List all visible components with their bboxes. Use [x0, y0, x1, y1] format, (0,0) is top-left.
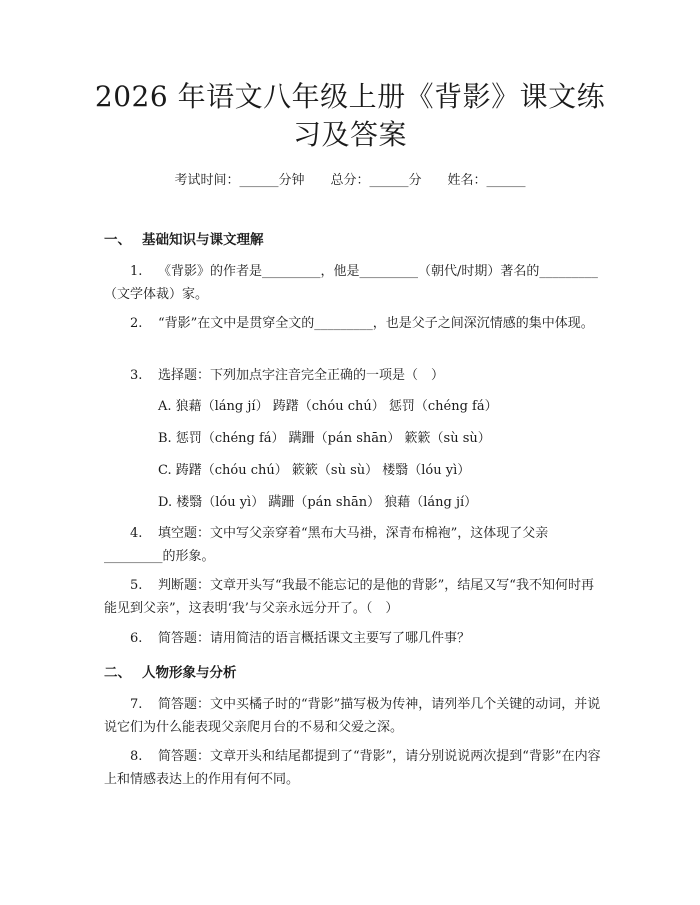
section-heading-2	[104, 664, 237, 682]
question-number: 5.	[130, 578, 143, 593]
page-title: 2026 年语文八年级上册《背影》课文练习及答案	[94, 80, 606, 151]
question-item	[104, 522, 604, 568]
question-number: 2.	[130, 316, 143, 331]
question-text: 填空题：文中写父亲穿着“黑布大马褂，深青布棉袍”，这体现了父亲_________的形象。	[104, 526, 549, 564]
question-item	[104, 574, 604, 620]
question-item	[104, 312, 604, 335]
question-number: 3.	[130, 368, 143, 383]
question-number: 7.	[130, 697, 143, 712]
choice-option-a: A. 狼藉（láng jí） 踌躇（chóu chú） 惩罚（chéng fá）	[158, 399, 498, 414]
choice-option-b: B. 惩罚（chéng fá） 蹒跚（pán shān） 簌簌（sù sù）	[158, 431, 491, 446]
section-heading-1	[104, 231, 264, 249]
question-text: 判断题：文章开头写“我最不能忘记的是他的背影”，结尾又写“我不知何时再能见到父亲”，这表明‘我’与父亲永远分开了。（ ）	[104, 578, 594, 616]
question-text: 选择题：下列加点字注音完全正确的一项是（ ）	[158, 368, 445, 383]
question-number: 6.	[130, 631, 143, 646]
question-text: 简答题：文中买橘子时的“背影”描写极为传神，请列举几个关键的动词，并说说它们为什么能表现父亲爬月台的不易和父爱之深。	[104, 697, 601, 735]
section-number: 二、	[104, 665, 131, 681]
section-title: 基础知识与课文理解	[142, 232, 264, 248]
question-item	[104, 693, 604, 739]
student-name-field: 姓名：______	[447, 173, 526, 188]
question-number: 8.	[130, 749, 143, 764]
question-text: 《背影》的作者是_________，他是_________（朝代/时期）著名的_________（文学体裁）家。	[104, 264, 598, 302]
choice-option-d: D. 楼翳（lóu yì） 蹒跚（pán shān） 狼藉（láng jí）	[158, 495, 478, 510]
choice-option-c: C. 踌躇（chóu chú） 簌簌（sù sù） 楼翳（lóu yì）	[158, 463, 471, 478]
question-item	[104, 364, 604, 387]
question-text: 简答题：请用简洁的语言概括课文主要写了哪几件事？	[158, 631, 471, 646]
section-number: 一、	[104, 232, 131, 248]
exam-time-field: 考试时间：______分钟	[174, 173, 305, 188]
exam-info	[0, 172, 700, 190]
section-title: 人物形象与分析	[142, 665, 237, 681]
question-number: 1.	[130, 264, 143, 279]
question-item	[104, 260, 604, 306]
total-score-field: 总分：______分	[330, 173, 422, 188]
question-text: “背影”在文中是贯穿全文的_________，也是父子之间深沉情感的集中体现。	[158, 316, 594, 331]
question-item	[104, 627, 604, 650]
question-item	[104, 745, 604, 791]
question-text: 简答题：文章开头和结尾都提到了“背影”，请分别说说两次提到“背影”在内容上和情感表达上的作用有何不同。	[104, 749, 601, 787]
question-number: 4.	[130, 526, 143, 541]
